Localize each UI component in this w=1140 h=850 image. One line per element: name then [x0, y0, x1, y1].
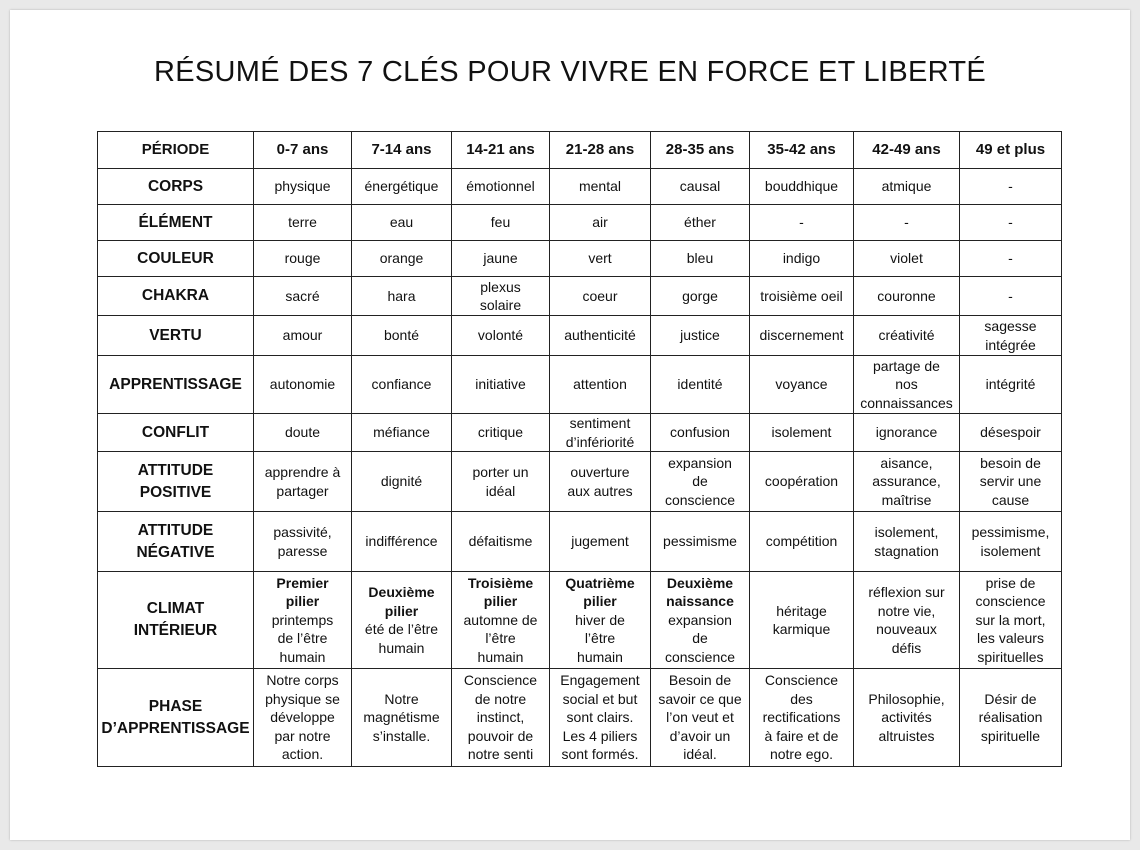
table-row [98, 205, 1062, 241]
table-cell: intégrité [960, 356, 1062, 414]
table-cell: plexus solaire [452, 277, 550, 316]
row-label: APPRENTISSAGE [98, 356, 254, 414]
table-cell: apprendre à partager [254, 452, 352, 512]
row-label: CLIMAT INTÉRIEUR [98, 572, 254, 669]
table-cell: indigo [750, 241, 854, 277]
table-row [98, 356, 1062, 414]
table-cell: Notre corps physique se développe par notre action. [254, 669, 352, 767]
table-cell: voyance [750, 356, 854, 414]
table-cell: Conscience de notre instinct, pouvoir de notre senti [452, 669, 550, 767]
table-cell: - [960, 169, 1062, 205]
column-header: 28-35 ans [651, 132, 750, 169]
table-cell: authenticité [550, 316, 651, 356]
row-label: PHASE D’APPRENTISSAGE [98, 669, 254, 767]
table-cell: hara [352, 277, 452, 316]
table-cell: Besoin de savoir ce que l’on veut et d’avoir un idéal. [651, 669, 750, 767]
table-row [98, 241, 1062, 277]
table-cell: troisième oeil [750, 277, 854, 316]
table-cell: désespoir [960, 414, 1062, 452]
table-cell: autonomie [254, 356, 352, 414]
cell-bold-text: Premier pilier [276, 574, 329, 610]
table-cell: initiative [452, 356, 550, 414]
column-header: 0-7 ans [254, 132, 352, 169]
table-cell: défaitisme [452, 512, 550, 572]
table-cell: Philosophie, activités altruistes [854, 669, 960, 767]
table-cell: dignité [352, 452, 452, 512]
table-cell: doute [254, 414, 352, 452]
table-row [98, 669, 1062, 767]
row-label: ÉLÉMENT [98, 205, 254, 241]
table-cell [352, 572, 452, 669]
cell-bold-text: Troisième pilier [467, 574, 534, 610]
table-cell: sentiment d’infériorité [550, 414, 651, 452]
table-cell: Conscience des rectifications à faire et de notre ego. [750, 669, 854, 767]
table-cell: volonté [452, 316, 550, 356]
row-label: COULEUR [98, 241, 254, 277]
table-cell: physique [254, 169, 352, 205]
table-cell: orange [352, 241, 452, 277]
row-label: CONFLIT [98, 414, 254, 452]
table-cell: pessimisme, isolement [960, 512, 1062, 572]
table-cell: confiance [352, 356, 452, 414]
table-cell: - [960, 241, 1062, 277]
table-cell: - [854, 205, 960, 241]
table-cell [452, 572, 550, 669]
table-cell: Désir de réalisation spirituelle [960, 669, 1062, 767]
table-cell [254, 572, 352, 669]
row-label: CHAKRA [98, 277, 254, 316]
table-cell: - [750, 205, 854, 241]
table-row [98, 316, 1062, 356]
column-header: 21-28 ans [550, 132, 651, 169]
cell-text: hiver de l’être humain [575, 611, 625, 665]
table-cell: identité [651, 356, 750, 414]
cell-text: expansion de conscience [664, 611, 736, 665]
table-cell: jaune [452, 241, 550, 277]
table-cell: partage de nos connaissances [854, 356, 960, 414]
table-cell: critique [452, 414, 550, 452]
table-cell: expansion de conscience [651, 452, 750, 512]
row-label: ATTITUDE NÉGATIVE [98, 512, 254, 572]
table-cell: créativité [854, 316, 960, 356]
table-cell: héritage karmique [750, 572, 854, 669]
cell-bold-text: Deuxième pilier [368, 584, 435, 619]
table-cell [651, 572, 750, 669]
table-cell: justice [651, 316, 750, 356]
table-cell: - [960, 205, 1062, 241]
row-label: ATTITUDE POSITIVE [98, 452, 254, 512]
table-cell: besoin de servir une cause [960, 452, 1062, 512]
table-cell: air [550, 205, 651, 241]
table-cell: aisance, assurance, maîtrise [854, 452, 960, 512]
table-cell: bleu [651, 241, 750, 277]
cell-text: printemps de l’être humain [271, 611, 334, 665]
table-cell: réflexion sur notre vie, nouveaux défis [854, 572, 960, 669]
table-cell: compétition [750, 512, 854, 572]
table-cell: Notre magnétisme s’installe. [352, 669, 452, 767]
table-cell: jugement [550, 512, 651, 572]
table-cell: prise de conscience sur la mort, les valeurs spirituelles [960, 572, 1062, 669]
table-cell: couronne [854, 277, 960, 316]
table-cell: eau [352, 205, 452, 241]
cell-bold-text: Deuxième naissance [666, 574, 734, 610]
table-cell: isolement [750, 414, 854, 452]
column-header: 49 et plus [960, 132, 1062, 169]
table-cell: indifférence [352, 512, 452, 572]
table-cell: éther [651, 205, 750, 241]
table-cell: coeur [550, 277, 651, 316]
table-cell: émotionnel [452, 169, 550, 205]
table-cell: gorge [651, 277, 750, 316]
table-cell: sacré [254, 277, 352, 316]
table-row [98, 277, 1062, 316]
table-cell: porter un idéal [452, 452, 550, 512]
table-cell: attention [550, 356, 651, 414]
table-cell: feu [452, 205, 550, 241]
table-cell: confusion [651, 414, 750, 452]
table-cell: causal [651, 169, 750, 205]
table-cell: bouddhique [750, 169, 854, 205]
table-cell: ouverture aux autres [550, 452, 651, 512]
document-title: RÉSUMÉ DES 7 CLÉS POUR VIVRE EN FORCE ET LIBERTÉ [154, 56, 986, 88]
table-cell: atmique [854, 169, 960, 205]
row-label: VERTU [98, 316, 254, 356]
table-cell: pessimisme [651, 512, 750, 572]
table-cell: - [960, 277, 1062, 316]
table-cell: passivité, paresse [254, 512, 352, 572]
table-cell: ignorance [854, 414, 960, 452]
table-row [98, 572, 1062, 669]
cell-bold-text: Quatrième pilier [565, 574, 635, 610]
table-cell: coopération [750, 452, 854, 512]
table-cell: méfiance [352, 414, 452, 452]
table-cell: sagesse intégrée [960, 316, 1062, 356]
table-cell: mental [550, 169, 651, 205]
row-label: CORPS [98, 169, 254, 205]
table-cell: terre [254, 205, 352, 241]
column-header: 42-49 ans [854, 132, 960, 169]
table-cell: discernement [750, 316, 854, 356]
table-cell: rouge [254, 241, 352, 277]
table-cell: isolement, stagnation [854, 512, 960, 572]
table-cell: vert [550, 241, 651, 277]
table-cell: amour [254, 316, 352, 356]
table-cell: violet [854, 241, 960, 277]
column-header: 35-42 ans [750, 132, 854, 169]
cell-text: été de l’être humain [364, 621, 439, 656]
column-header: 7-14 ans [352, 132, 452, 169]
table-cell [550, 572, 651, 669]
column-header: 14-21 ans [452, 132, 550, 169]
summary-table [97, 131, 1062, 767]
table-row [98, 169, 1062, 205]
table-cell: Engagement social et but sont clairs. Les 4 piliers sont formés. [550, 669, 651, 767]
table-cell: énergétique [352, 169, 452, 205]
table-cell: bonté [352, 316, 452, 356]
table-row [98, 512, 1062, 572]
row-label: PÉRIODE [98, 132, 254, 169]
cell-text: automne de l’être humain [463, 611, 538, 665]
table-header-row [98, 132, 1062, 169]
table-row [98, 414, 1062, 452]
table-row [98, 452, 1062, 512]
